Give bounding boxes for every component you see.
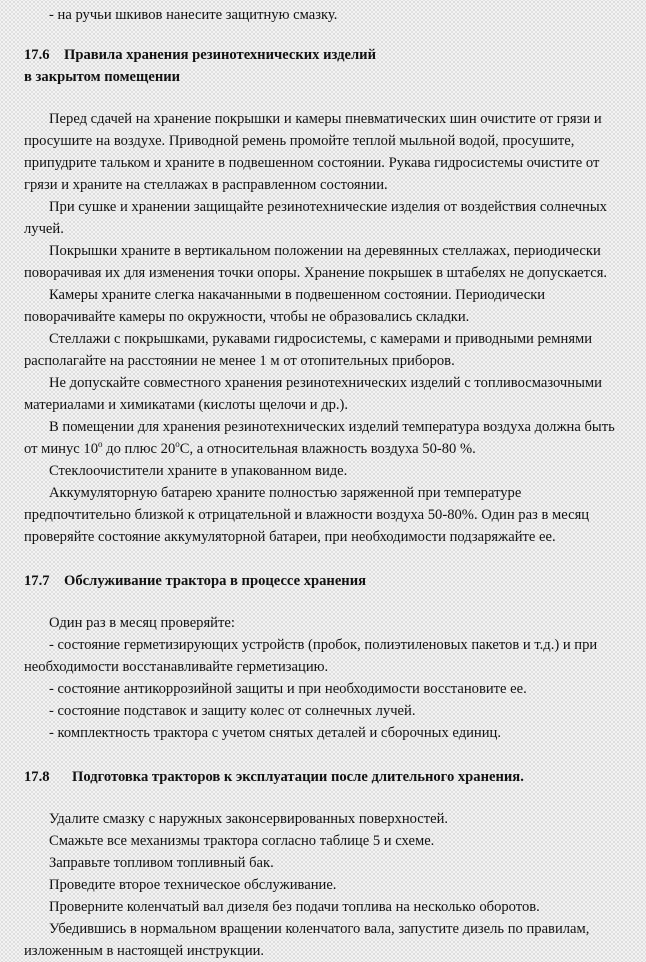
- list-item: - комплектность трактора с учетом снятых деталей и сборочных единиц.: [49, 725, 502, 741]
- paragraph: Камеры храните слегка накачанными в подвешенном состоянии. Периодически поворачивайте камеры по окружности, чтобы не образовались складки.: [24, 287, 546, 325]
- list-item: - состояние герметизирующих устройств (пробок, полиэтиленовых пакетов и т.д.) и при необходимости восстанавливайте герметизацию.: [24, 637, 598, 675]
- list-item: - на ручьи шкивов нанесите защитную смазку.: [49, 7, 338, 23]
- section-heading-17-8: [24, 766, 622, 788]
- paragraph: Один раз в месяц проверяйте:: [49, 615, 235, 631]
- list-item: - состояние подставок и защиту колес от солнечных лучей.: [49, 703, 416, 719]
- paragraph: Заправьте топливом топливный бак.: [49, 855, 274, 871]
- list-item: - состояние антикоррозийной защиты и при необходимости восстановите ее.: [49, 681, 527, 697]
- paragraph: Удалите смазку с наружных законсервированных поверхностей.: [49, 811, 449, 827]
- paragraph: Стеллажи с покрышками, рукавами гидросистемы, с камерами и приводными ремнями располагайте на расстоянии не менее 1 м от отопительных приборов.: [24, 331, 593, 369]
- paragraph: Аккумуляторную батарею храните полностью заряженной при температуре предпочтительно близкой к отрицательной и влажности воздуха 50-80%. Один раз в месяц проверяйте состояние аккумуляторной батареи, при необходимости подзаряжайте ее.: [24, 485, 590, 545]
- section-number: 17.7: [24, 573, 50, 589]
- paragraph: При сушке и хранении защищайте резинотехнические изделия от воздействия солнечных лучей.: [24, 199, 607, 237]
- paragraph: Покрышки храните в вертикальном положении на деревянных стеллажах, периодически поворачивая их для изменения точки опоры. Хранение покрышек в штабелях не допускается.: [24, 243, 608, 281]
- section-title-line1: Правила хранения резинотехнических изделий: [64, 47, 376, 63]
- section-number: 17.6: [24, 47, 50, 63]
- section-title: Обслуживание трактора в процессе хранения: [64, 573, 367, 589]
- section-title: Подготовка тракторов к эксплуатации после длительного хранения.: [72, 769, 524, 785]
- paragraph-temperature: В помещении для хранения резинотехнических изделий температура воздуха должна быть от минус 10$^o$ до плюс 20$^o$С, а относительная влажность воздуха 50-80 %.: [24, 419, 615, 457]
- paragraph: Смажьте все механизмы трактора согласно таблице 5 и схеме.: [49, 833, 435, 849]
- paragraph: Перед сдачей на хранение покрышки и камеры пневматических шин очистите от грязи и просушите на воздухе. Приводной ремень промойте теплой мыльной водой, просушите, припудрите тальком и храните в подвешенном состоянии. Рукава гидросистемы очистите от грязи и храните на стеллажах в расправленном состоянии.: [24, 111, 602, 193]
- section-number: 17.8: [24, 769, 50, 785]
- paragraph: Убедившись в нормальном вращении коленчатого вала, запустите дизель по правилам, изложенным в настоящей инструкции.: [24, 921, 590, 959]
- paragraph: Проверните коленчатый вал дизеля без подачи топлива на несколько оборотов.: [49, 899, 540, 915]
- paragraph: Стеклоочистители храните в упакованном виде.: [49, 463, 348, 479]
- paragraph: Проведите второе техническое обслуживание.: [49, 877, 337, 893]
- section-heading-17-7: [24, 570, 622, 592]
- paragraph: Не допускайте совместного хранения резинотехнических изделий с топливосмазочными материалами и химикатами (кислоты щелочи и др.).: [24, 375, 602, 413]
- section-heading-17-6: [24, 44, 622, 88]
- section-title-line2: в закрытом помещении: [24, 69, 181, 85]
